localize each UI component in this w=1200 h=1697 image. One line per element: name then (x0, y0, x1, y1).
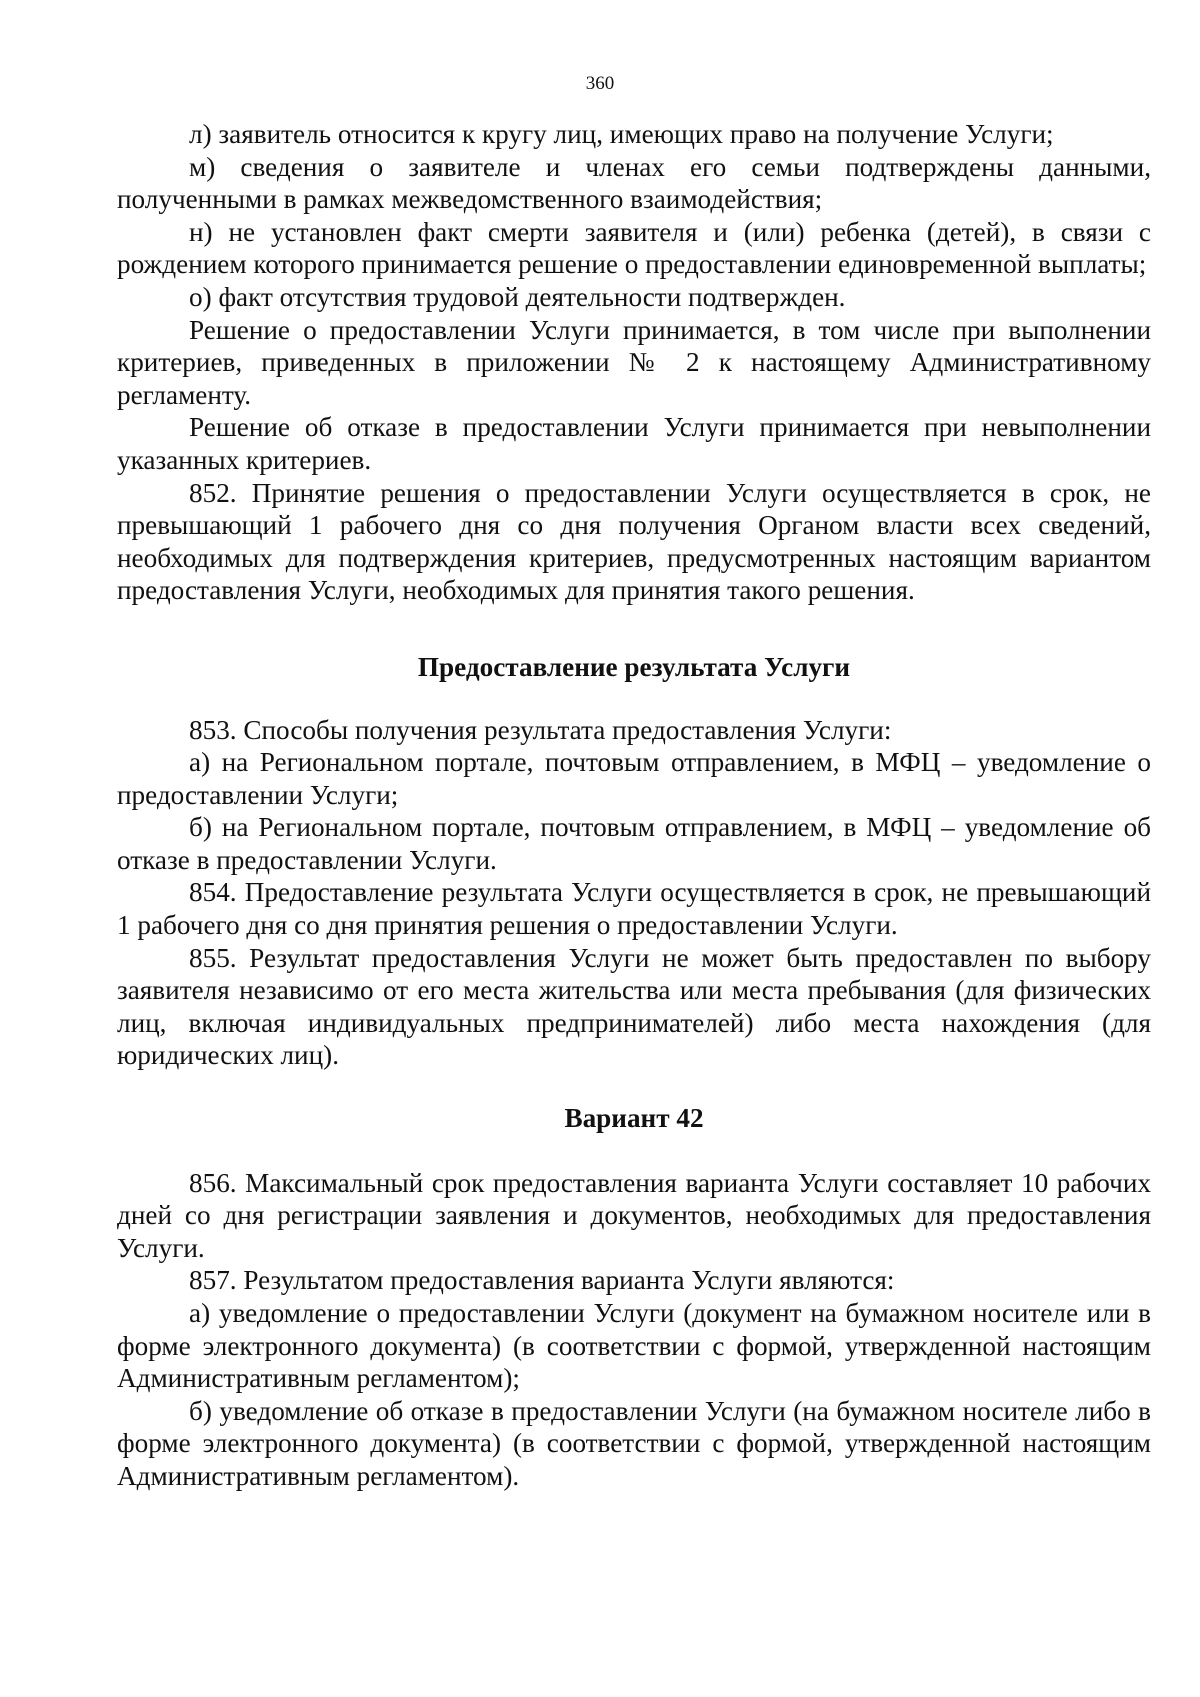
paragraph-item-l: л) заявитель относится к кругу лиц, имеющих право на получение Услуги; (189, 119, 1054, 149)
paragraph-decision-refusal: Решение об отказе в предоставлении Услуги принимается при невыполнении указанных критериев. (117, 412, 1151, 475)
paragraph-item-m: м) сведения о заявителе и членах его семьи подтверждены данными, полученными в рамках межведомственного взаимодействия; (117, 151, 1151, 215)
paragraph-852: 852. Принятие решения о предоставлении Услуги осуществляется в срок, не превышающий 1 рабочего дня со дня получения Органом власти всех сведений, необходимых для подтверждения критериев, предусмотренных настоящим вариантом предоставления Услуги, необходимых для принятия такого решения. (117, 477, 1151, 606)
paragraph-857-b: б) уведомление об отказе в предоставлении Услуги (на бумажном носителе либо в форме электронного документа) (в соответствии с формой, утвержденной настоящим Административным регламентом). (117, 1395, 1151, 1491)
paragraph-853-a: а) на Региональном портале, почтовым отправлением, в МФЦ – уведомление о предоставлении Услуги; (117, 747, 1151, 810)
paragraph-857-a: а) уведомление о предоставлении Услуги (документ на бумажном носителе или в форме электронного документа) (в соответствии с формой, утвержденной настоящим Административным регламентом); (117, 1298, 1151, 1394)
paragraph-854: 854. Предоставление результата Услуги осуществляется в срок, не превышающий 1 рабочего дня со дня принятия решения о предоставлении Услуги. (117, 877, 1151, 941)
paragraph-item-n: н) не установлен факт смерти заявителя и (или) ребенка (детей), в связи с рождением которого принимается решение о предоставлении единовременной выплаты; (117, 216, 1151, 280)
paragraph-855: 855. Результат предоставления Услуги не может быть предоставлен по выбору заявителя независимо от его места жительства или места пребывания (для физических лиц, включая индивидуальных предпринимателей) либо места нахождения (для юридических лиц). (117, 942, 1151, 1071)
paragraph-853-b: б) на Региональном портале, почтовым отправлением, в МФЦ – уведомление об отказе в предоставлении Услуги. (117, 812, 1151, 875)
section-heading-variant: Вариант 42 (564, 1103, 704, 1134)
paragraph-item-o: о) факт отсутствия трудовой деятельности подтвержден. (189, 281, 846, 312)
paragraph-857: 857. Результатом предоставления варианта Услуги являются: (189, 1265, 895, 1296)
document-body (117, 118, 1151, 1493)
paragraph-856: 856. Максимальный срок предоставления варианта Услуги составляет 10 рабочих дней со дня регистрации заявления и документов, необходимых для предоставления Услуги. (117, 1167, 1151, 1263)
paragraph-853: 853. Способы получения результата предоставления Услуги: (189, 714, 892, 745)
paragraph-decision-grant: Решение о предоставлении Услуги принимается, в том числе при выполнении критериев, приведенных в приложении № 2 к настоящему Административному регламенту. (117, 314, 1151, 410)
page-number: 360 (585, 73, 615, 94)
section-heading-result: Предоставление результата Услуги (417, 651, 851, 682)
